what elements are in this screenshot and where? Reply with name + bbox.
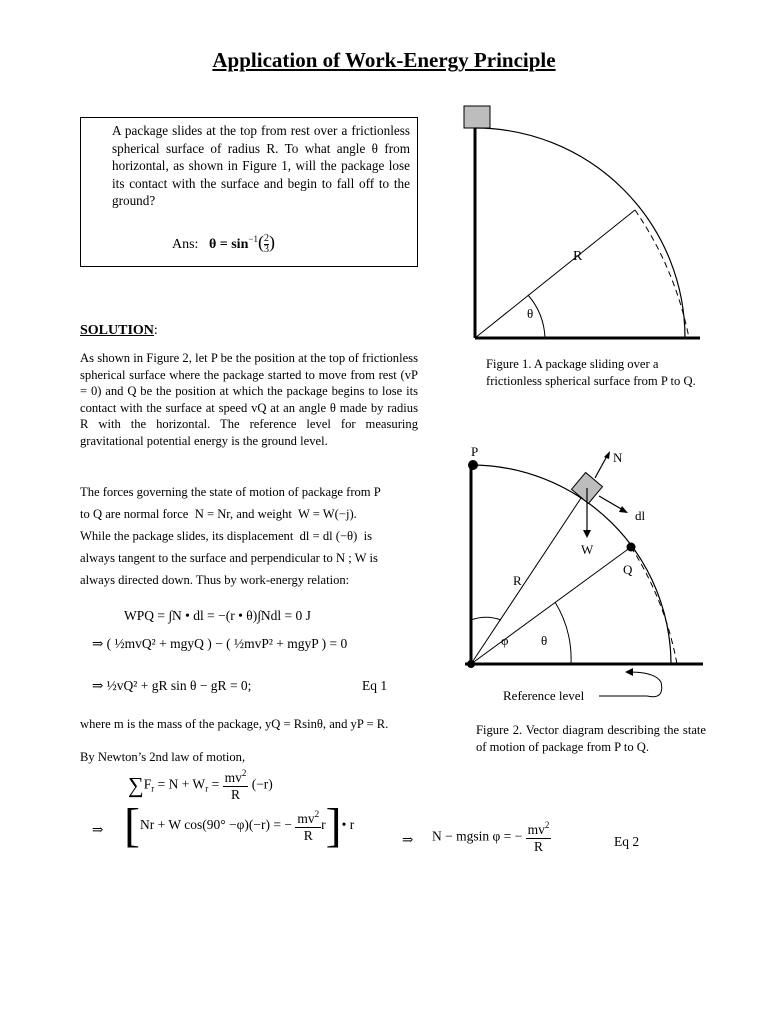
eq2-fraction: $\frac{mv^2}{R}$ [527,820,550,854]
solution-colon: : [153,323,158,338]
fig2-label-P: P [471,444,479,459]
equation-2-label: Eq 2 [614,834,640,849]
bracket-fraction: $\frac{mv^2}{R}$ [297,808,320,843]
normal-force-def: N = Nr, and weight [194,507,292,521]
fig2-label-N: N [613,450,623,465]
where-text: where m is the mass of the package, yQ = Rsinθ, and yP = R. [80,717,389,731]
answer-denominator: 3 [263,244,269,256]
solution-heading [80,323,158,339]
answer-exponent: −1 [248,234,258,244]
displacement-def: dl = dl (−θ) [299,529,358,543]
fig2-normal-vector [595,456,607,478]
fig2-label-theta: θ [541,633,548,648]
bracket-equation: [Nr + W cos(90° −φ)(−r) = − $\frac{mv^2}{R}$ r]• r [124,799,355,852]
solution-heading-text: SOLUTION [80,323,154,338]
equation-1-label: Eq 1 [362,678,388,693]
arrow-1: ⇒ [92,822,104,837]
solution-paragraph-1: As shown in Figure 2, let P be the position at the top of frictionless spherical surface where the package started to move from rest (vP = 0) and Q be the position at which the package begins to lose its contact with the surface at speed vQ at an angle θ made by radius R with the horizontal. The reference level for measuring gravitational potential energy is the ground level. [80,351,418,448]
solution-paragraph-2 [80,481,418,591]
paragraph2-line5: always directed down. Thus by work-energy relation: [80,573,350,587]
work-equation: WPQ = ∫N • dl = −(r • θ)∫Ndl = 0 J [124,608,311,623]
problem-statement: A package slides at the top from rest over a frictionless spherical surface of radius R. To what angle θ from horizontal, as shown in Figure 1, will the package lose its contact with the surface and begin to fall off to the ground? [112,123,410,208]
fig1-label-R: R [573,249,583,264]
fig1-label-theta: θ [527,306,534,321]
equation-1: ⇒ ½vQ² + gR sin θ − gR = 0; [92,678,252,693]
sum-forces-equation: $\sum F_r = N + W_r$ = $\frac{mv^2}{R}$ (−r) [128,768,273,802]
sum-lhs: F [143,776,152,792]
fig2-label-dl: dl [635,508,646,523]
fig2-theta-arc [555,602,571,664]
paragraph2-line4: always tangent to the surface and perpendicular to N ; W is [80,551,378,565]
fig2-label-R: R [513,573,522,588]
fig2-displacement-vector [599,496,623,510]
eq2-lhs: N − mgsin φ = − [432,828,523,844]
bracket-tail: r [321,817,326,833]
paragraph2-line1: The forces governing the state of motion of package from P [80,485,381,499]
arrow-2: ⇒ [402,832,414,847]
fig2-radius-Q [471,547,631,664]
fig2-reference-arrowhead [625,668,633,676]
eq2-numerator: mv [527,822,545,837]
fig2-phi-arc [471,617,501,620]
figure-1-caption: Figure 1. A package sliding over a frictionless spherical surface from P to Q. [486,357,696,388]
fig2-normal-arrowhead [604,451,610,459]
fig1-fall-path [635,210,689,338]
fig2-displacement-arrowhead [619,506,628,513]
sum-mid: = N + W [157,776,206,792]
paragraph2-line2a: to Q are normal force [80,507,189,521]
answer-label: Ans: [172,237,199,252]
answer-numerator: 2 [263,233,269,245]
figure-1-diagram [455,98,710,348]
bracket-lhs: Nr + W cos(90° −φ)(−r) = − [139,817,292,833]
sum-tail: (−r) [251,776,273,792]
newton-text: By Newton’s 2nd law of motion, [80,750,246,764]
bracket-dot: • r [341,817,355,833]
eq2-denominator: R [534,839,544,854]
fig2-point-P [468,460,478,470]
sum-fraction: $\frac{mv^2}{R}$ [224,768,247,802]
weight-def: W = W(−j). [297,507,357,521]
bracket-numerator: mv [297,810,315,826]
sum-numerator: mv [224,770,242,785]
fig2-radius-package [471,492,585,664]
fig2-label-W: W [581,542,594,557]
fig2-weight-arrowhead [583,530,591,538]
paragraph2-line3a: While the package slides, its displacement [80,529,294,543]
answer-expression: θ = sin [208,237,249,252]
fig1-sphere-arc [475,128,685,338]
fig1-package [464,106,490,128]
fig2-label-phi: φ [501,633,509,648]
paragraph2-line3c: is [363,529,372,543]
figure-2-caption: Figure 2. Vector diagram describing the state of motion of package from P to Q. [476,723,706,754]
sum-denominator: R [230,787,240,802]
fig1-radius [475,210,635,338]
fig2-reference-curve [629,672,662,697]
bracket-denominator: R [303,827,313,843]
figure-2-diagram [455,440,715,710]
fig2-label-Q: Q [623,562,633,577]
fig2-reference-label: Reference level [503,688,585,703]
energy-equation: ⇒ ( ½mvQ² + mgyQ ) − ( ½mvP² + mgyP ) = 0 [92,636,348,651]
equation-2 [432,820,551,855]
answer: Ans: $\theta = \sin^{-1}(\frac{2}{3})$ [172,232,275,256]
page-title: Application of Work-Energy Principle [212,48,556,72]
